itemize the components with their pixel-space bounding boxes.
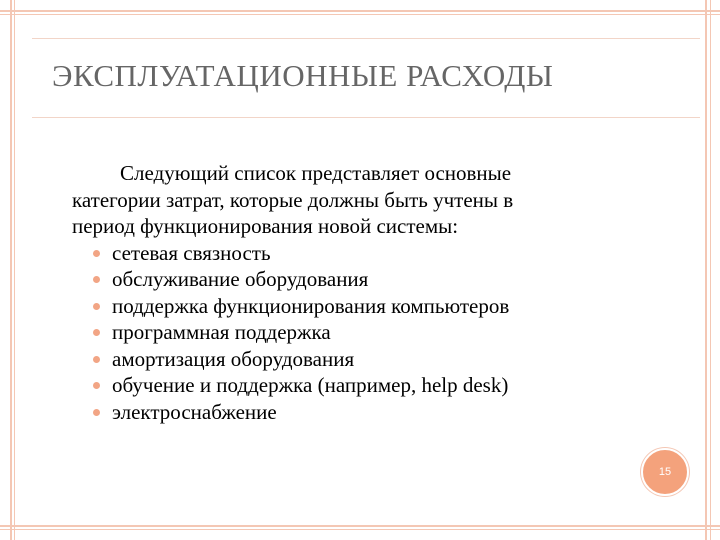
slide-body: [72, 160, 668, 425]
intro-line-1: Следующий список представляет основные: [120, 161, 512, 185]
frame-right-line-thin: [710, 0, 711, 540]
list-item: [90, 293, 668, 320]
bullet-icon: [93, 382, 100, 389]
list-item: [90, 319, 668, 346]
list-item: [90, 266, 668, 293]
list-item: [90, 399, 668, 426]
bullet-icon: [93, 356, 100, 363]
slide-title: ЭКСПЛУАТАЦИОННЫЕ РАСХОДЫ: [52, 58, 554, 93]
bullet-icon: [93, 250, 100, 257]
bullet-icon: [93, 276, 100, 283]
list-item-text: сетевая связность: [112, 240, 271, 265]
frame-bottom-line-thin: [0, 529, 720, 530]
bullet-icon: [93, 329, 100, 336]
list-item: [90, 346, 668, 373]
list-item-text: программная поддержка: [112, 320, 331, 344]
frame-top-line-thin: [0, 14, 720, 15]
bullet-icon: [93, 303, 100, 310]
frame-left-line-thin: [14, 0, 15, 540]
list-item: [90, 240, 668, 267]
frame-right-line: [705, 0, 707, 540]
frame-top-line: [0, 10, 720, 12]
list-item: [90, 372, 668, 399]
list-item-text: амортизация оборудования: [112, 346, 355, 371]
frame-left-line: [10, 0, 12, 540]
page-number-badge: 15: [641, 448, 689, 496]
intro-line-3: период функционирования новой системы:: [72, 214, 459, 238]
bullet-icon: [93, 409, 100, 416]
list-item-text: поддержка функционирования компьютеров: [112, 293, 510, 318]
list-item-text: обслуживание оборудования: [112, 267, 369, 291]
intro-line-2: категории затрат, которые должны быть учтены в: [72, 187, 514, 212]
list-item-text: обучение и поддержка (например, help desk): [112, 373, 509, 397]
frame-bottom-line: [0, 525, 720, 527]
list-item-text: электроснабжение: [112, 399, 277, 424]
bullet-list: [88, 240, 668, 426]
